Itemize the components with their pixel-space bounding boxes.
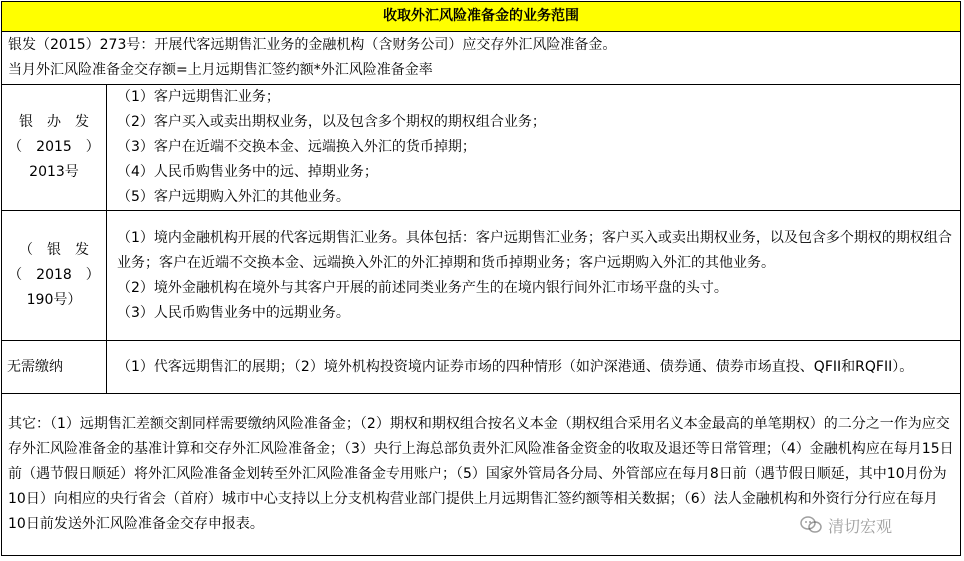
list-item: （3）客户在近端不交换本金、远端换入外汇的货币掉期； — [117, 139, 476, 155]
label-exempt: 无需缴纳 — [2, 341, 107, 394]
label-2015-line: （ 2015 ） — [8, 139, 100, 155]
label-2018-line: （ 银 发 — [19, 242, 89, 258]
exempt-text-content: （1）代客远期售汇的展期；（2）境外机构投资境内证券市场的四种情形（如沪深港通、债券通、债券市场直投、QFII和RQFII）。 — [117, 358, 914, 375]
list-item: （4）人民币购售业务中的远、掉期业务； — [117, 164, 378, 180]
items-2018 — [107, 211, 961, 341]
label-2018-line: （ 2018 ） — [8, 267, 100, 283]
watermark-text: 清切宏观 — [828, 516, 893, 536]
label-2015-line: 2013号 — [29, 164, 79, 180]
items-2015 — [107, 85, 961, 211]
label-2015 — [2, 85, 107, 211]
exempt-text — [107, 341, 961, 394]
intro-line-1: 银发（2015）273号：开展代客远期售汇业务的金融机构（含财务公司）应交存外汇风险准备金。 — [8, 37, 617, 53]
other-cell — [2, 394, 961, 556]
label-2015-line: 银 办 发 — [19, 114, 89, 130]
intro-cell — [2, 32, 961, 85]
intro-line-2: 当月外汇风险准备金交存额=上月远期售汇签约额*外汇风险准备金率 — [8, 62, 433, 78]
list-item: （2）客户买入或卖出期权业务，以及包含多个期权的期权组合业务； — [117, 114, 546, 130]
business-scope-table — [1, 1, 961, 556]
table-title: 收取外汇风险准备金的业务范围 — [2, 2, 961, 32]
list-item: （5）客户远期购入外汇的其他业务。 — [117, 189, 350, 205]
list-item: （3）人民币购售业务中的远期业务。 — [117, 304, 350, 321]
list-item: （1）客户远期售汇业务； — [117, 89, 280, 105]
other-text: 其它：（1）远期售汇差额交割同样需要缴纳风险准备金；（2）期权和期权组合按名义本金（期权组合采用名义本金最高的单笔期权）的二分之一作为应交存外汇风险准备金的基准计算和交存外汇风险准备金；（3）央行上海总部负责外汇风险准备金资金的收取及退还等日常管理；（4）金融机构应在每月15日前（遇节假日顺延）将外汇风险准备金划转至外汇风险准备金专用账户；（5）国家外管局各分局、外管部应在每月8日前（遇节假日顺延，其中10月份为10日）向相应的央行省会（首府）城市中心支持以上分支机构营业部门提供上月远期售汇签约额等相关数据；（6）法人金融机构和外资行分行应在每月10日前发送外汇风险准备金交存申报表。 — [8, 416, 954, 532]
label-2018 — [2, 211, 107, 341]
label-2018-line: 190号） — [26, 292, 82, 308]
list-item: （1）境内金融机构开展的代客远期售汇业务。具体包括：客户远期售汇业务；客户买入或卖出期权业务，以及包含多个期权的期权组合业务；客户在近端不交换本金、远端换入外汇的外汇掉期和货币掉期业务；客户远期购入外汇的其他业务。 — [117, 229, 952, 271]
list-item: （2）境外金融机构在境外与其客户开展的前述同类业务产生的在境内银行间外汇市场平盘的头寸。 — [117, 279, 728, 296]
